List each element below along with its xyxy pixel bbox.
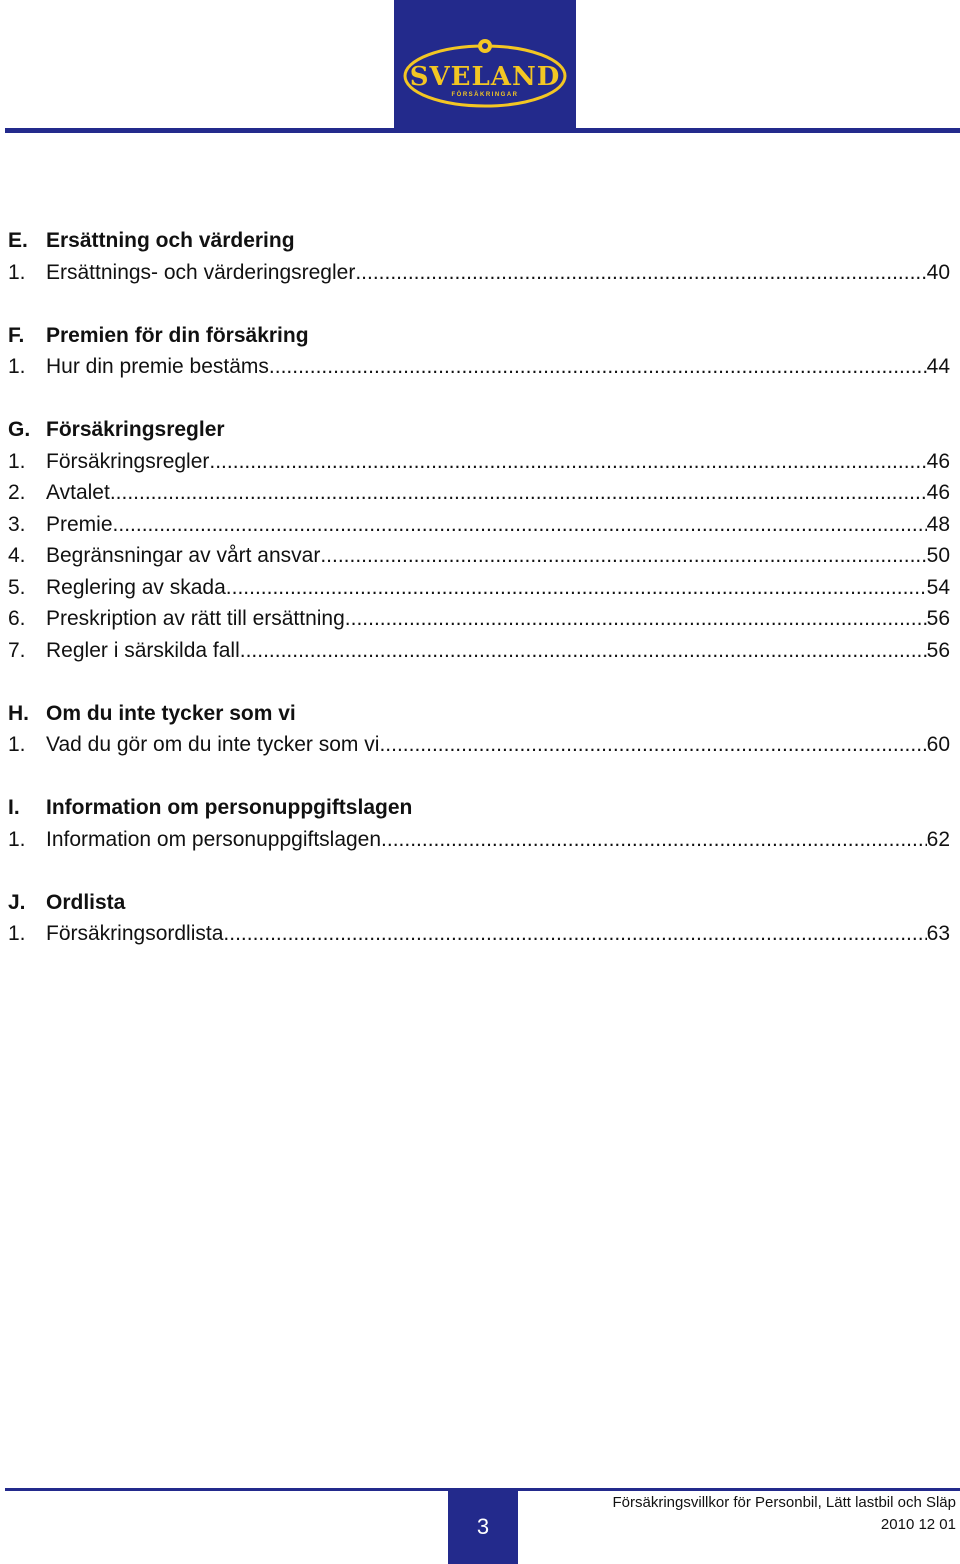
entry-number: 1. (8, 449, 26, 473)
toc-entry[interactable] (8, 351, 950, 383)
toc-entry[interactable] (8, 540, 950, 572)
toc-section-heading (8, 225, 950, 257)
toc-section-heading (8, 698, 950, 730)
dot-leader (110, 477, 927, 509)
entry-label: Ersättnings- och värderingsregler (46, 260, 356, 284)
entry-number: 1. (8, 733, 26, 756)
entry-number: 6. (8, 607, 26, 630)
entry-number: 2. (8, 481, 26, 504)
toc-entry[interactable] (8, 918, 950, 950)
entry-label: Försäkringsregler (46, 449, 210, 473)
sveland-logo (402, 38, 568, 110)
section-letter: F. (8, 323, 25, 347)
entry-page-number: 54 (926, 575, 950, 599)
entry-page-number: 40 (926, 260, 950, 284)
entry-number: 1. (8, 260, 26, 284)
section-gap (8, 855, 950, 887)
entry-label: Regler i särskilda fall (46, 638, 240, 662)
logo-subtitle: FÖRSÄKRINGAR (451, 92, 519, 98)
toc-section-heading (8, 792, 950, 824)
toc-entry[interactable] (8, 603, 950, 635)
toc-section-heading (8, 887, 950, 919)
section-title: Ordlista (46, 890, 126, 914)
section-letter: E. (8, 229, 28, 252)
toc-entry[interactable] (8, 729, 950, 761)
section-title: Försäkringsregler (46, 418, 225, 441)
section-title: Premien för din försäkring (46, 323, 309, 347)
entry-number: 1. (8, 827, 26, 851)
dot-leader (240, 635, 927, 667)
toc-entry[interactable] (8, 446, 950, 478)
page-number: 3 (448, 1490, 518, 1564)
dot-leader (209, 446, 926, 478)
dot-leader (355, 257, 926, 289)
toc-section-heading (8, 414, 950, 446)
section-letter: G. (8, 418, 31, 441)
footer-document-title: Försäkringsvillkor för Personbil, Lätt lastbil och Släp (612, 1494, 956, 1511)
dot-leader (381, 824, 927, 856)
entry-number: 7. (8, 638, 26, 662)
entry-page-number: 62 (926, 827, 950, 851)
toc-entry[interactable] (8, 509, 950, 541)
toc-entry[interactable] (8, 635, 950, 667)
entry-number: 4. (8, 544, 26, 567)
entry-number: 1. (8, 355, 26, 378)
section-letter: I. (8, 796, 20, 819)
header-logo-block (394, 0, 576, 132)
entry-page-number: 44 (926, 355, 950, 378)
dot-leader (379, 729, 926, 761)
section-title: Om du inte tycker som vi (46, 701, 296, 725)
entry-number: 1. (8, 922, 26, 945)
dot-leader (320, 540, 926, 572)
section-gap (8, 383, 950, 415)
entry-page-number: 48 (926, 512, 950, 536)
entry-label: Information om personuppgiftslagen (46, 827, 382, 851)
section-title: Ersättning och värdering (46, 229, 295, 252)
entry-label: Hur din premie bestäms (46, 355, 269, 378)
section-gap (8, 666, 950, 698)
entry-page-number: 63 (926, 922, 950, 945)
entry-page-number: 56 (926, 607, 950, 630)
dot-leader (223, 918, 926, 950)
entry-page-number: 46 (926, 449, 950, 473)
entry-label: Vad du gör om du inte tycker som vi (46, 733, 380, 756)
section-letter: H. (8, 701, 29, 725)
entry-number: 3. (8, 512, 26, 536)
entry-label: Försäkringsordlista (46, 922, 224, 945)
entry-label: Reglering av skada (46, 575, 226, 599)
entry-number: 5. (8, 575, 26, 599)
section-gap (8, 761, 950, 793)
dot-leader (113, 509, 927, 541)
toc-section-heading (8, 320, 950, 352)
section-title: Information om personuppgiftslagen (46, 796, 413, 819)
toc-entry[interactable] (8, 477, 950, 509)
dot-leader (226, 572, 927, 604)
toc-entry[interactable] (8, 824, 950, 856)
entry-page-number: 46 (926, 481, 950, 504)
entry-page-number: 50 (926, 544, 950, 567)
logo-wordmark: SVELAND (409, 62, 561, 92)
header-rule (5, 128, 960, 133)
footer-date: 2010 12 01 (880, 1516, 956, 1533)
dot-leader (269, 351, 927, 383)
toc-entry[interactable] (8, 572, 950, 604)
entry-label: Premie (46, 512, 113, 536)
toc-entry[interactable] (8, 257, 950, 289)
entry-label: Begränsningar av vårt ansvar (46, 544, 321, 567)
section-gap (8, 288, 950, 320)
table-of-contents (8, 225, 950, 950)
entry-label: Preskription av rätt till ersättning (46, 607, 345, 630)
entry-page-number: 56 (926, 638, 950, 662)
entry-page-number: 60 (926, 733, 950, 756)
dot-leader (345, 603, 927, 635)
entry-label: Avtalet (46, 481, 110, 504)
section-letter: J. (8, 890, 26, 914)
